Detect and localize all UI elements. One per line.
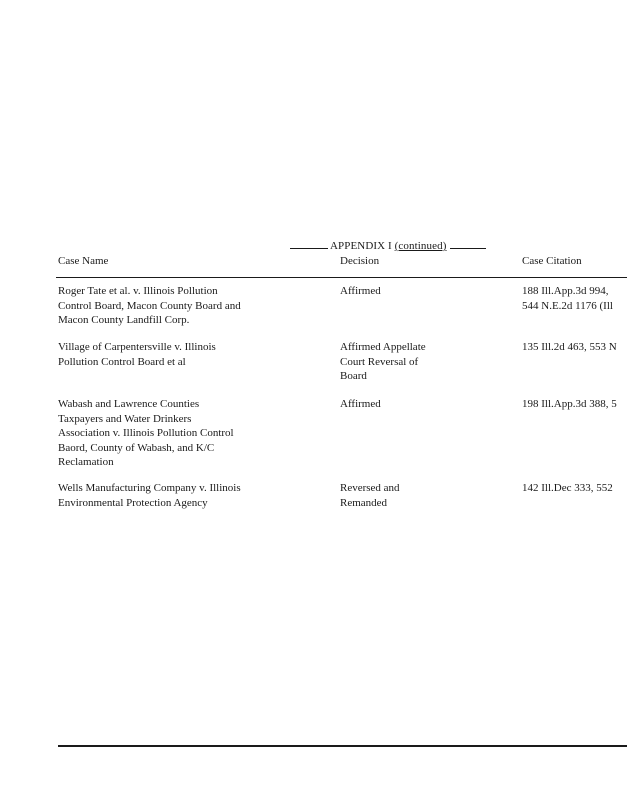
table-row-2-case-citation: 135 Ill.2d 463, 553 N [522, 341, 617, 353]
table-row-1-decision: Affirmed [340, 285, 381, 297]
title-rule-right [450, 248, 486, 249]
table-row-4-decision: Reversed and Remanded [340, 482, 400, 509]
table-row-3-decision: Affirmed [340, 398, 381, 410]
table-row-3-case-citation: 198 Ill.App.3d 388, 5 [522, 398, 617, 410]
table-row-4-case-name: Wells Manufacturing Company v. Illinois Environmental Protection Agency [58, 482, 241, 509]
bottom-divider [58, 745, 627, 747]
appendix-title-text: APPENDIX I [330, 240, 392, 252]
header-decision: Decision [340, 255, 380, 267]
table-row-2-decision: Affirmed Appellate Court Reversal of Board [340, 341, 426, 382]
appendix-title [290, 240, 486, 252]
table-row-3-case-name: Wabash and Lawrence Counties Taxpayers and Water Drinkers Association v. Illinois Pollution Control Baord, County of Wabash, and K/C Reclamation [58, 398, 234, 468]
title-rule-left [290, 248, 328, 249]
table-row-4-case-citation: 142 Ill.Dec 333, 552 [522, 482, 613, 494]
table-row-1-case-name: Roger Tate et al. v. Illinois Pollution Control Board, Macon County Board and Macon County Landfill Corp. [58, 285, 241, 326]
header-divider [56, 277, 627, 278]
header-case-citation: Case Citation [522, 255, 582, 267]
table-row-2-case-name: Village of Carpentersville v. Illinois Pollution Control Board et al [58, 341, 216, 368]
table-row-1-case-citation: 188 Ill.App.3d 994, 544 N.E.2d 1176 (Ill [522, 285, 613, 312]
header-case-name: Case Name [58, 255, 109, 267]
appendix-continued-text: (continued) [394, 240, 447, 252]
